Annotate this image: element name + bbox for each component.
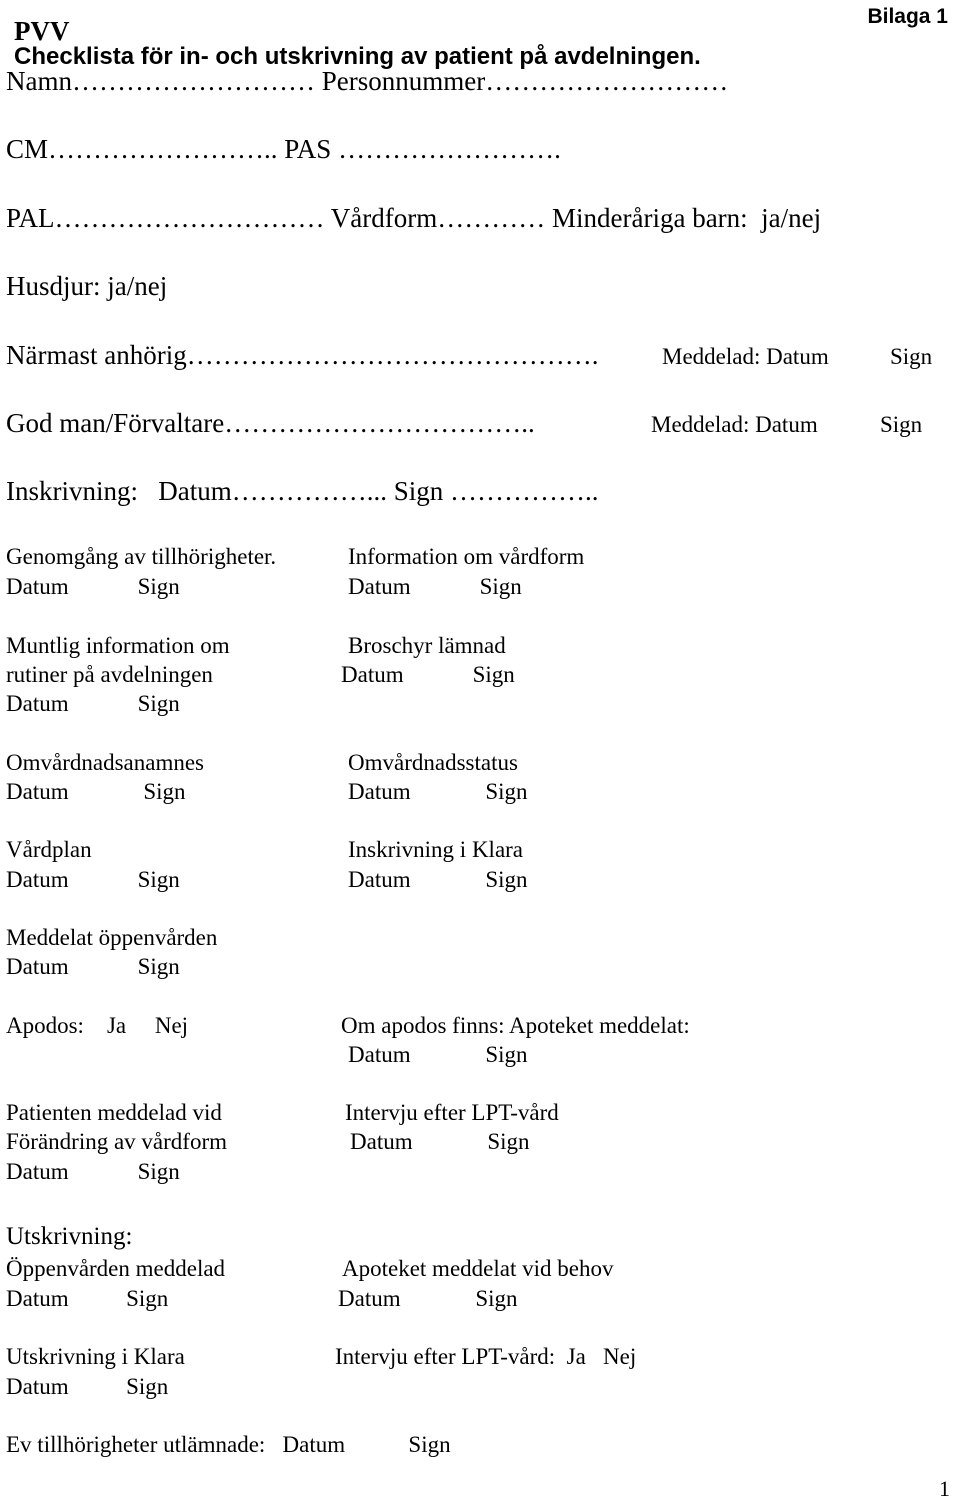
title-prefix: PVV: [14, 16, 70, 46]
care-plan-date-sign: Datum Sign: [6, 867, 180, 892]
relative-notified: Meddelad: Datum: [662, 344, 829, 369]
guardian-notified: Meddelad: Datum: [651, 412, 818, 437]
outpatient-title: Meddelat öppenvården: [6, 925, 218, 950]
nursing-status-date-sign: Datum Sign: [348, 779, 528, 804]
name-ssn-line: Namn……………………… Personnummer………………………: [6, 66, 729, 96]
pets-line: Husdjur: ja/nej: [6, 271, 168, 301]
brochure-date-sign: Datum Sign: [341, 662, 515, 687]
discharge-outpatient-title: Öppenvården meddelad: [6, 1256, 226, 1281]
lpt-interview-date-sign: Datum Sign: [350, 1129, 530, 1154]
page-number: 1: [939, 1476, 950, 1501]
oral-info-title-1: Muntlig information om: [6, 633, 230, 658]
cm-pas-line: CM…………………….. PAS …………………….: [6, 134, 561, 164]
klara-in-date-sign: Datum Sign: [348, 867, 528, 892]
attachment-label: Bilaga 1: [867, 5, 948, 28]
guardian-label: God man/Förvaltare……………………………..: [6, 408, 535, 438]
apodos-pharmacy-date-sign: Datum Sign: [348, 1042, 528, 1067]
nursing-status-title: Omvårdnadsstatus: [348, 750, 518, 775]
discharge-outpatient-date-sign: Datum Sign: [6, 1286, 169, 1311]
oral-info-title-2: rutiner på avdelningen: [6, 662, 213, 687]
document-title: [6, 2, 701, 69]
outpatient-date-sign: Datum Sign: [6, 954, 180, 979]
discharge-pharmacy-date-sign: Datum Sign: [338, 1286, 518, 1311]
klara-out-date-sign: Datum Sign: [6, 1374, 169, 1399]
care-change-date-sign: Datum Sign: [6, 1159, 180, 1184]
belongings-title: Genomgång av tillhörigheter.: [6, 544, 277, 569]
pal-careform-line: PAL………………………… Vårdform………… Minderåriga barn: ja/nej: [6, 203, 822, 233]
care-plan-title: Vårdplan: [6, 837, 92, 862]
care-change-title-1: Patienten meddelad vid: [6, 1100, 222, 1125]
care-info-date-sign: Datum Sign: [348, 574, 522, 599]
klara-out-title: Utskrivning i Klara: [6, 1344, 185, 1369]
title-text: Checklista för in- och utskrivning av patient på avdelningen.: [14, 43, 701, 70]
relative-sign: Sign: [890, 344, 933, 369]
belongings-returned-line: Ev tillhörigheter utlämnade: Datum Sign: [6, 1432, 451, 1457]
klara-in-title: Inskrivning i Klara: [348, 837, 524, 862]
lpt-interview-title: Intervju efter LPT-vård: [345, 1100, 559, 1125]
nursing-history-date-sign: Datum Sign: [6, 779, 186, 804]
relative-label: Närmast anhörig……………………………………….: [6, 340, 599, 370]
care-change-title-2: Förändring av vårdform: [6, 1129, 227, 1154]
discharge-lpt-interview: Intervju efter LPT-vård: Ja Nej: [335, 1344, 637, 1369]
admission-line: Inskrivning: Datum……………... Sign ……………..: [6, 476, 599, 506]
care-info-title: Information om vårdform: [348, 544, 585, 569]
apodos-pharmacy-title: Om apodos finns: Apoteket meddelat:: [341, 1013, 690, 1038]
apodos-label: Apodos: Ja Nej: [6, 1013, 189, 1038]
nursing-history-title: Omvårdnadsanamnes: [6, 750, 204, 775]
discharge-pharmacy-title: Apoteket meddelat vid behov: [342, 1256, 614, 1281]
guardian-sign: Sign: [880, 412, 923, 437]
oral-info-date-sign: Datum Sign: [6, 691, 180, 716]
belongings-date-sign: Datum Sign: [6, 574, 180, 599]
brochure-title: Broschyr lämnad: [348, 633, 506, 658]
discharge-heading: Utskrivning:: [6, 1223, 133, 1250]
